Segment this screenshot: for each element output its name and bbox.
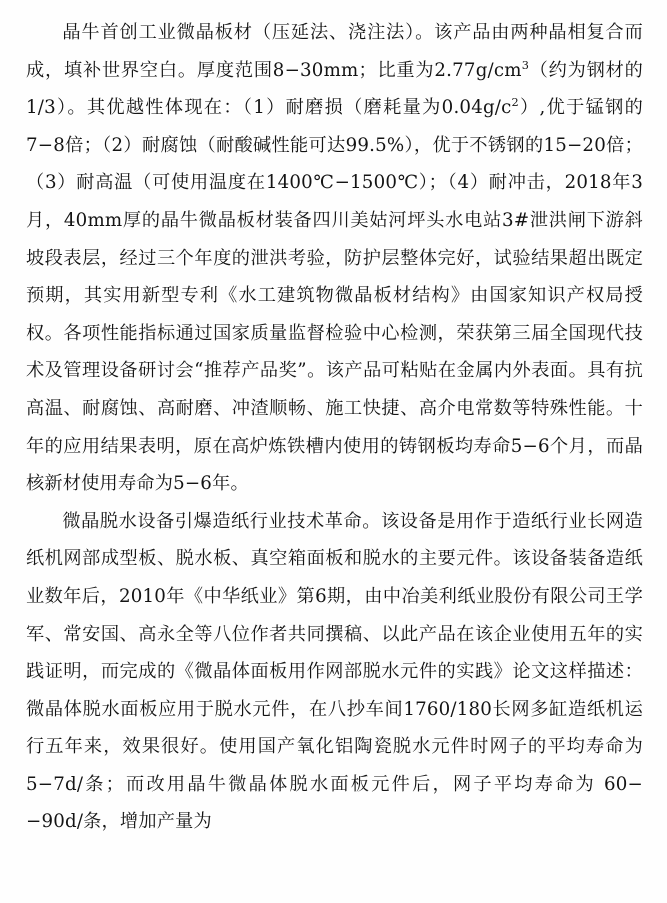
paragraph-2: 微晶脱水设备引爆造纸行业技术革命。该设备是用作于造纸行业长网造纸机网部成型板、脱水板、真空箱面板和脱水的主要元件。该设备装备造纸业数年后，2010年《中华纸业》第6期，由中冶美利纸业股份有限公司王学军、常安国、高永全等八位作者共同撰稿、以此产品在该企业使用五年的实践证明，而完成的《微晶体面板用作网部脱水元件的实践》论文这样描述：微晶体脱水面板应用于脱水元件，在八抄车间1760/180长网多缸造纸机运行五年来，效果很好。使用国产氧化铝陶瓷脱水元件时网子的平均寿命为5−7d/条；而改用晶牛微晶体脱水面板元件后，网子平均寿命为 60−−90d/条，增加产量为 [26,510,643,833]
document-body [26,14,643,841]
paragraph-1: 晶牛首创工业微晶板材（压延法、浇注法）。该产品由两种晶相复合而成，填补世界空白。厚度范围8−30mm；比重为$2.77g/cm^3$（约为钢材的1/3）。其优越性体现在：（1）耐磨损（磨耗量为$0.04g/c^2$）,优于锰钢的7−8倍；（2）耐腐蚀（耐酸碱性能可达99.5%），优于不锈钢的15−20倍；（3）耐高温（可使用温度在1400℃−1500℃）；（4）耐冲击，2018年3月，40mm厚的晶牛微晶板材装备四川美姑河坪头水电站3#泄洪闸下游斜坡段表层，经过三个年度的泄洪考验，防护层整体完好，试验结果超出既定预期，其实用新型专利《水工建筑物微晶板材结构》由国家知识产权局授权。各项性能指标通过国家质量监督检验中心检测，荣获第三届全国现代技术及管理设备研讨会“推荐产品奖”。该产品可粘贴在金属内外表面。具有抗高温、耐腐蚀、高耐磨、冲渣顺畅、施工快捷、高介电常数等特殊性能。十年的应用结果表明，原在高炉炼铁槽内使用的铸钢板均寿命5−6个月，而晶核新材使用寿命为5−6年。 [26,22,644,495]
